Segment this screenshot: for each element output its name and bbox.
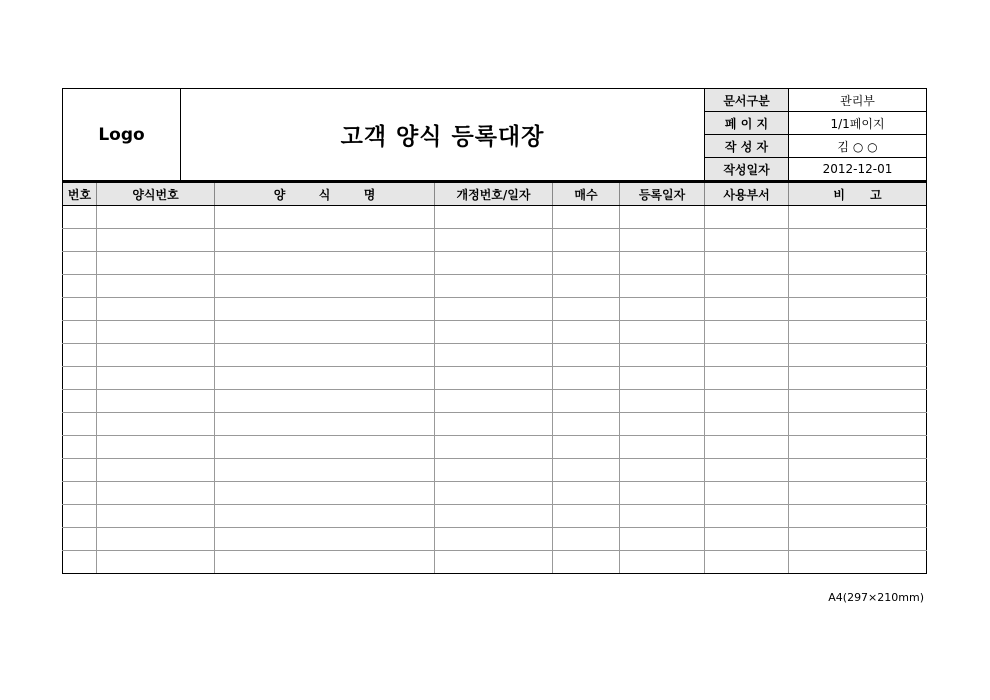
table-row: [63, 252, 927, 275]
meta-value-doc-type: 관리부: [789, 89, 927, 112]
table-cell[interactable]: [789, 482, 927, 505]
table-cell[interactable]: [620, 252, 705, 275]
table-cell[interactable]: [97, 321, 215, 344]
table-cell[interactable]: [97, 413, 215, 436]
table-cell[interactable]: [97, 344, 215, 367]
table-cell[interactable]: [789, 367, 927, 390]
table-cell[interactable]: [97, 459, 215, 482]
table-cell[interactable]: [215, 459, 435, 482]
table-cell[interactable]: [215, 551, 435, 574]
table-cell[interactable]: [705, 436, 789, 459]
table-cell[interactable]: [620, 390, 705, 413]
table-cell[interactable]: [215, 413, 435, 436]
table-row: [63, 367, 927, 390]
table-cell[interactable]: [705, 275, 789, 298]
table-cell[interactable]: [435, 229, 553, 252]
table-cell[interactable]: [215, 321, 435, 344]
table-cell[interactable]: [215, 436, 435, 459]
table-cell[interactable]: [620, 298, 705, 321]
table-cell[interactable]: [620, 482, 705, 505]
table-cell[interactable]: [63, 275, 97, 298]
table-cell[interactable]: [553, 436, 620, 459]
meta-value-author: 김 ○ ○: [789, 135, 927, 158]
table-cell[interactable]: [705, 298, 789, 321]
table-cell[interactable]: [553, 275, 620, 298]
table-cell[interactable]: [97, 482, 215, 505]
table-cell[interactable]: [435, 344, 553, 367]
table-row: [63, 505, 927, 528]
register-table: [62, 181, 927, 574]
table-cell[interactable]: [620, 229, 705, 252]
meta-label-doc-type: 문서구분: [705, 89, 789, 112]
table-cell[interactable]: [553, 344, 620, 367]
table-cell[interactable]: [97, 436, 215, 459]
table-cell[interactable]: [620, 344, 705, 367]
table-cell[interactable]: [705, 367, 789, 390]
table-cell[interactable]: [63, 482, 97, 505]
table-cell[interactable]: [789, 321, 927, 344]
table-cell[interactable]: [553, 505, 620, 528]
table-row: [63, 298, 927, 321]
table-cell[interactable]: [435, 436, 553, 459]
table-body: [63, 206, 927, 574]
table-cell[interactable]: [620, 206, 705, 229]
column-header-revision: 개정번호/일자: [435, 182, 553, 206]
table-cell[interactable]: [435, 551, 553, 574]
table-header-row: [63, 182, 927, 206]
table-cell[interactable]: [553, 206, 620, 229]
table-cell[interactable]: [435, 298, 553, 321]
table-cell[interactable]: [63, 252, 97, 275]
table-cell[interactable]: [705, 252, 789, 275]
table-cell[interactable]: [97, 528, 215, 551]
table-cell[interactable]: [705, 321, 789, 344]
column-header-remarks: 비 고: [789, 182, 927, 206]
table-row: [63, 390, 927, 413]
table-cell[interactable]: [553, 459, 620, 482]
table-cell[interactable]: [63, 505, 97, 528]
table-cell[interactable]: [789, 413, 927, 436]
table-cell[interactable]: [63, 229, 97, 252]
table-cell[interactable]: [789, 252, 927, 275]
table-cell[interactable]: [215, 505, 435, 528]
table-cell[interactable]: [553, 528, 620, 551]
column-header-department: 사용부서: [705, 182, 789, 206]
table-cell[interactable]: [97, 229, 215, 252]
table-cell[interactable]: [97, 367, 215, 390]
table-cell[interactable]: [63, 298, 97, 321]
meta-value-page: 1/1페이지: [789, 112, 927, 135]
table-cell[interactable]: [553, 229, 620, 252]
table-cell[interactable]: [789, 298, 927, 321]
table-cell[interactable]: [63, 390, 97, 413]
logo: Logo: [63, 89, 181, 181]
table-row: [63, 528, 927, 551]
column-header-form-no: 양식번호: [97, 182, 215, 206]
table-row: [63, 321, 927, 344]
table-cell[interactable]: [705, 551, 789, 574]
table-cell[interactable]: [620, 367, 705, 390]
table-cell[interactable]: [789, 275, 927, 298]
table-cell[interactable]: [620, 275, 705, 298]
table-cell[interactable]: [705, 482, 789, 505]
table-cell[interactable]: [435, 505, 553, 528]
table-cell[interactable]: [63, 528, 97, 551]
form-sheet: [62, 88, 926, 574]
table-cell[interactable]: [620, 321, 705, 344]
paper-size-note: A4(297×210mm): [828, 591, 924, 604]
table-cell[interactable]: [435, 528, 553, 551]
page-title: 고객 양식 등록대장: [181, 89, 705, 181]
table-cell[interactable]: [215, 229, 435, 252]
column-header-form-name: 양 식 명: [215, 182, 435, 206]
table-cell[interactable]: [97, 206, 215, 229]
table-cell[interactable]: [435, 390, 553, 413]
table-cell[interactable]: [705, 344, 789, 367]
table-cell[interactable]: [789, 436, 927, 459]
meta-label-date: 작성일자: [705, 158, 789, 181]
table-cell[interactable]: [789, 344, 927, 367]
table-row: [63, 436, 927, 459]
table-cell[interactable]: [97, 505, 215, 528]
table-cell[interactable]: [63, 344, 97, 367]
table-cell[interactable]: [435, 413, 553, 436]
table-cell[interactable]: [215, 275, 435, 298]
table-cell[interactable]: [620, 528, 705, 551]
meta-label-author: 작 성 자: [705, 135, 789, 158]
table-cell[interactable]: [435, 482, 553, 505]
table-cell[interactable]: [97, 298, 215, 321]
table-cell[interactable]: [705, 206, 789, 229]
table-cell[interactable]: [789, 528, 927, 551]
table-cell[interactable]: [705, 229, 789, 252]
table-row: [63, 275, 927, 298]
table-cell[interactable]: [789, 551, 927, 574]
form-header: [62, 88, 927, 181]
table-cell[interactable]: [215, 528, 435, 551]
table-cell[interactable]: [789, 229, 927, 252]
table-cell[interactable]: [63, 413, 97, 436]
table-cell[interactable]: [705, 528, 789, 551]
table-cell[interactable]: [63, 551, 97, 574]
table-cell[interactable]: [435, 367, 553, 390]
table-cell[interactable]: [553, 413, 620, 436]
table-cell[interactable]: [63, 367, 97, 390]
table-cell[interactable]: [97, 390, 215, 413]
table-cell[interactable]: [705, 459, 789, 482]
table-row: [63, 551, 927, 574]
table-cell[interactable]: [435, 321, 553, 344]
table-cell[interactable]: [553, 321, 620, 344]
table-cell[interactable]: [215, 367, 435, 390]
table-cell[interactable]: [435, 459, 553, 482]
table-cell[interactable]: [63, 321, 97, 344]
table-row: [63, 413, 927, 436]
table-cell[interactable]: [553, 298, 620, 321]
table-cell[interactable]: [215, 206, 435, 229]
table-cell[interactable]: [215, 298, 435, 321]
table-cell[interactable]: [620, 436, 705, 459]
table-cell[interactable]: [553, 367, 620, 390]
column-header-no: 번호: [63, 182, 97, 206]
table-cell[interactable]: [215, 344, 435, 367]
table-cell[interactable]: [789, 505, 927, 528]
table-cell[interactable]: [63, 459, 97, 482]
column-header-register-date: 등록일자: [620, 182, 705, 206]
table-cell[interactable]: [705, 413, 789, 436]
table-cell[interactable]: [789, 390, 927, 413]
table-cell[interactable]: [789, 459, 927, 482]
table-row: [63, 206, 927, 229]
table-cell[interactable]: [620, 551, 705, 574]
table-cell[interactable]: [97, 551, 215, 574]
table-cell[interactable]: [63, 206, 97, 229]
table-cell[interactable]: [215, 252, 435, 275]
table-cell[interactable]: [63, 436, 97, 459]
column-header-sheets: 매수: [553, 182, 620, 206]
table-cell[interactable]: [789, 206, 927, 229]
table-cell[interactable]: [553, 252, 620, 275]
table-row: [63, 482, 927, 505]
table-cell[interactable]: [97, 252, 215, 275]
table-cell[interactable]: [435, 275, 553, 298]
table-cell[interactable]: [553, 390, 620, 413]
table-cell[interactable]: [705, 390, 789, 413]
table-cell[interactable]: [435, 206, 553, 229]
table-row: [63, 459, 927, 482]
table-row: [63, 344, 927, 367]
table-row: [63, 229, 927, 252]
table-cell[interactable]: [97, 275, 215, 298]
table-cell[interactable]: [435, 252, 553, 275]
meta-label-page: 페 이 지: [705, 112, 789, 135]
table-cell[interactable]: [553, 551, 620, 574]
table-cell[interactable]: [620, 413, 705, 436]
table-cell[interactable]: [620, 459, 705, 482]
table-cell[interactable]: [215, 390, 435, 413]
table-cell[interactable]: [705, 505, 789, 528]
table-cell[interactable]: [215, 482, 435, 505]
table-cell[interactable]: [620, 505, 705, 528]
meta-value-date: 2012-12-01: [789, 158, 927, 181]
table-cell[interactable]: [553, 482, 620, 505]
